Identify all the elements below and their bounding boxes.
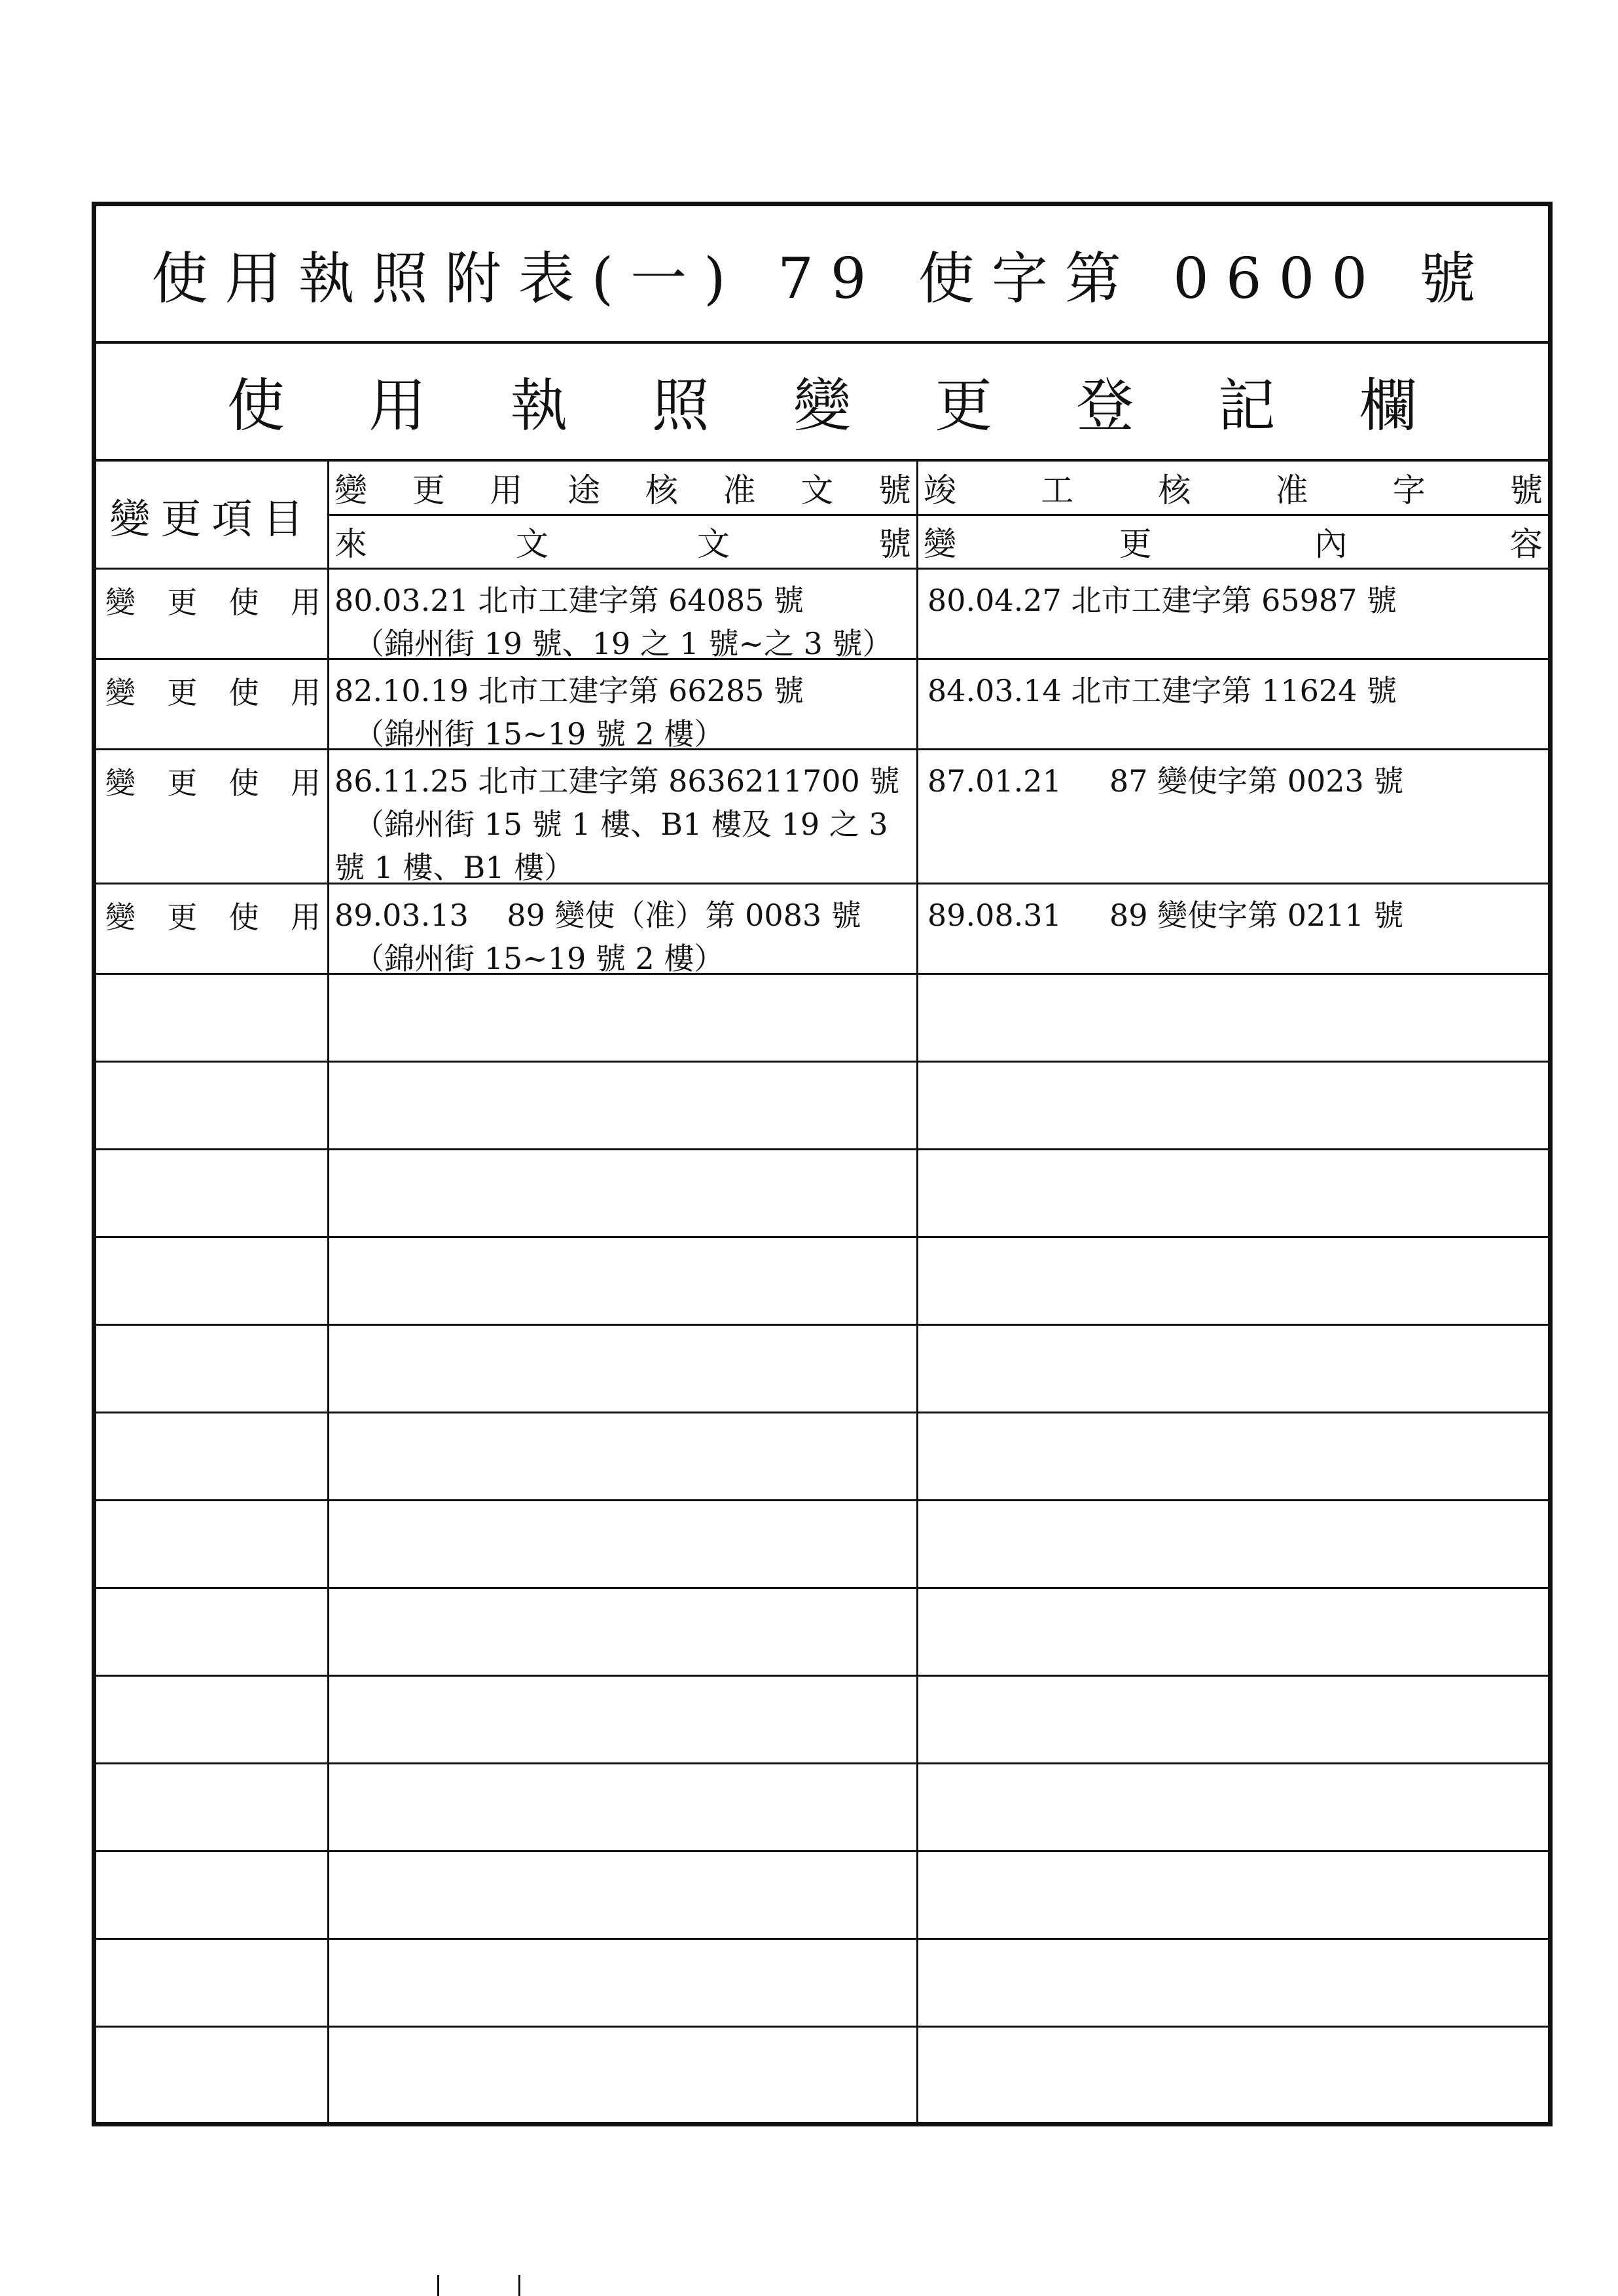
header-completion-column (918, 462, 1548, 570)
empty-cell (918, 1501, 1548, 1587)
empty-row (96, 1326, 1548, 1413)
header-completion-approval-no: 竣 工 核 准 字 號 (918, 462, 1548, 516)
approval-line: 號 1 樓、B1 樓） (334, 850, 575, 885)
completion-line: 87.01.21 87 變使字第 0023 號 (927, 763, 1404, 799)
empty-cell (918, 1063, 1548, 1148)
row-approval-doc (329, 750, 918, 883)
header-approval-doc-no: 變 更 用 途 核 准 文 號 (329, 462, 916, 516)
approval-line: （錦州街 15~19 號 2 樓） (354, 716, 725, 752)
empty-cell (96, 1150, 329, 1236)
empty-cell (96, 1238, 329, 1324)
empty-row (96, 1238, 1548, 1326)
row-completion (918, 884, 1548, 973)
empty-cell (918, 1940, 1548, 2026)
completion-line: 89.08.31 89 變使字第 0211 號 (927, 898, 1404, 933)
section-title-char: 執 (510, 372, 568, 439)
header-incoming-doc-no: 來 文 文 號 (334, 525, 911, 563)
empty-cell (918, 1677, 1548, 1762)
empty-cell (96, 1413, 329, 1499)
empty-row (96, 1150, 1548, 1238)
table-row (96, 660, 1548, 750)
empty-row (96, 1677, 1548, 1764)
empty-cell (329, 1677, 918, 1762)
empty-cell (96, 1501, 329, 1587)
empty-cell (918, 1852, 1548, 1938)
table-row (96, 750, 1548, 884)
empty-cell (329, 1238, 918, 1324)
row-approval-doc (329, 884, 918, 976)
empty-cell (329, 1063, 918, 1148)
empty-cell (329, 1940, 918, 2026)
table-row (96, 570, 1548, 660)
row-approval-doc (329, 660, 918, 752)
header-change-content: 變 更 內 容 (924, 525, 1543, 563)
approval-line: （錦州街 19 號、19 之 1 號~之 3 號） (354, 626, 893, 661)
empty-cell (329, 1852, 918, 1938)
empty-cell (918, 1589, 1548, 1675)
section-title-char: 更 (935, 372, 993, 439)
empty-cell (918, 975, 1548, 1061)
approval-line: （錦州街 15 號 1 樓、B1 樓及 19 之 3 (354, 807, 888, 842)
row-change-item: 變 更 使 用 (96, 660, 329, 748)
header-change-item: 變更項目 (96, 462, 329, 570)
empty-cell (918, 1150, 1548, 1236)
table-row (96, 884, 1548, 975)
empty-cell (329, 1501, 918, 1587)
section-title-char: 照 (651, 372, 710, 439)
empty-cell (96, 1063, 329, 1148)
subtitle-row (96, 344, 1548, 462)
empty-row (96, 1940, 1548, 2028)
empty-row (96, 975, 1548, 1063)
empty-cell (918, 2028, 1548, 2122)
empty-cell (96, 1326, 329, 1412)
empty-cell (918, 1238, 1548, 1324)
empty-cell (96, 2028, 329, 2122)
empty-row (96, 1764, 1548, 1852)
empty-cell (96, 1677, 329, 1762)
empty-row (96, 1501, 1548, 1589)
empty-row (96, 1413, 1548, 1501)
empty-row (96, 2028, 1548, 2122)
section-title-char: 用 (369, 372, 427, 439)
empty-cell (96, 1764, 329, 1850)
approval-line: 82.10.19 北市工建字第 66285 號 (334, 673, 804, 708)
row-change-item: 變 更 使 用 (96, 884, 329, 973)
approval-line: 89.03.13 89 變使（准）第 0083 號 (334, 898, 861, 933)
row-approval-doc (329, 570, 918, 661)
section-title-char: 登 (1076, 372, 1134, 439)
section-title-char: 使 (227, 372, 285, 439)
empty-cell (918, 1764, 1548, 1850)
section-title-char: 變 (793, 372, 851, 439)
row-change-item: 變 更 使 用 (96, 750, 329, 883)
empty-cell (329, 1764, 918, 1850)
section-title-char: 記 (1217, 372, 1276, 439)
empty-cell (96, 975, 329, 1061)
usage-license-appendix-table (92, 202, 1553, 2126)
empty-row (96, 1063, 1548, 1150)
approval-line: 80.03.21 北市工建字第 64085 號 (334, 583, 804, 618)
completion-line: 84.03.14 北市工建字第 11624 號 (927, 673, 1397, 708)
binding-mark (518, 2275, 520, 2296)
title-row (96, 206, 1548, 344)
empty-cell (329, 1326, 918, 1412)
header-approval-column (329, 462, 918, 570)
document-title: 使用執照附表(一) 79 使字第 0600 號 (151, 246, 1493, 312)
empty-cell (96, 1852, 329, 1938)
approval-line: （錦州街 15~19 號 2 樓） (354, 941, 725, 976)
empty-row (96, 1589, 1548, 1677)
row-completion (918, 570, 1548, 658)
row-completion (918, 750, 1548, 883)
empty-cell (96, 1589, 329, 1675)
completion-line: 80.04.27 北市工建字第 65987 號 (927, 583, 1397, 618)
row-completion (918, 660, 1548, 748)
section-title-char: 欄 (1359, 372, 1417, 439)
section-title (96, 360, 1548, 443)
empty-cell (96, 1940, 329, 2026)
empty-cell (329, 975, 918, 1061)
empty-cell (329, 1589, 918, 1675)
empty-cell (329, 2028, 918, 2122)
approval-line: 86.11.25 北市工建字第 8636211700 號 (334, 763, 900, 799)
empty-cell (329, 1150, 918, 1236)
empty-cell (329, 1413, 918, 1499)
table-header (96, 462, 1548, 570)
empty-cell (918, 1413, 1548, 1499)
empty-cell (918, 1326, 1548, 1412)
binding-mark (437, 2275, 439, 2296)
row-change-item: 變 更 使 用 (96, 570, 329, 658)
empty-row (96, 1852, 1548, 1940)
